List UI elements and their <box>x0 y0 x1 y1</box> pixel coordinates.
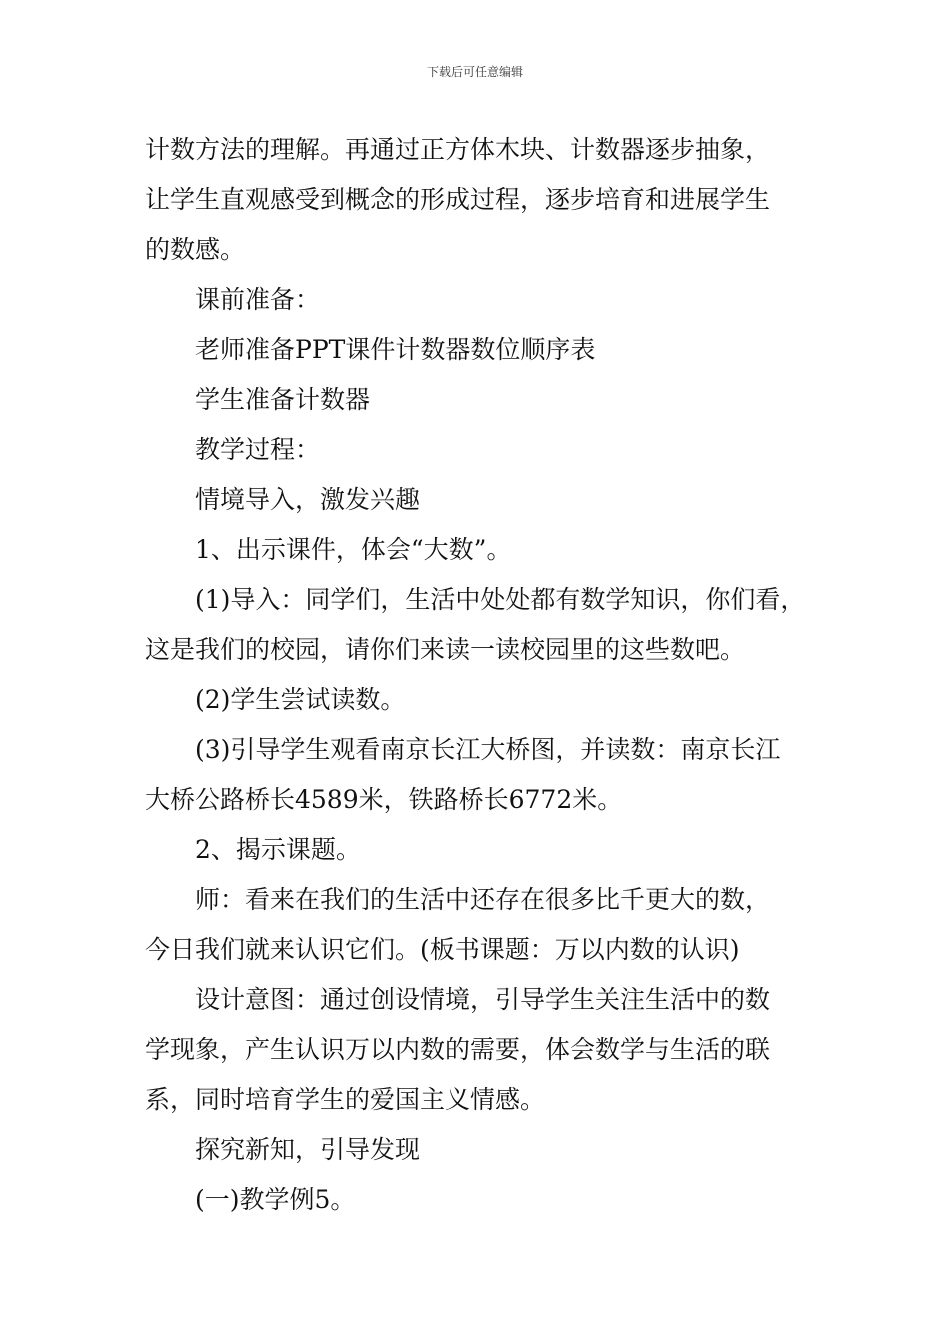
text-line: 1、出示课件，体会“大数”。 <box>195 535 512 564</box>
section-heading: 教学过程： <box>195 435 321 464</box>
text-line: 老师准备PPT课件计数器数位顺序表 <box>195 335 596 364</box>
section-heading: 情境导入，激发兴趣 <box>195 485 421 514</box>
text-line: 大桥公路桥长4589米，铁路桥长6772米。 <box>145 785 623 814</box>
text-line: 让学生直观感受到概念的形成过程，逐步培育和进展学生 <box>145 185 771 214</box>
text-line: (一)教学例5。 <box>195 1185 356 1214</box>
text-line: 师：看来在我们的生活中还存在很多比千更大的数， <box>195 885 771 914</box>
text-line: 设计意图：通过创设情境，引导学生关注生活中的数 <box>195 985 771 1014</box>
text-line: 学现象，产生认识万以内数的需要，体会数学与生活的联 <box>145 1035 771 1064</box>
text-line: (3)引导学生观看南京长江大桥图，并读数：南京长江 <box>195 735 781 764</box>
text-line: (2)学生尝试读数。 <box>195 685 406 714</box>
text-line: 系，同时培育学生的爱国主义情感。 <box>145 1085 546 1114</box>
document-body <box>145 125 810 1225</box>
section-heading: 探究新知，引导发现 <box>195 1135 421 1164</box>
page-header: 下载后可任意编辑 <box>426 65 523 79</box>
section-heading: 课前准备： <box>195 285 321 314</box>
text-line: 学生准备计数器 <box>195 385 371 414</box>
text-line: 这是我们的校园，请你们来读一读校园里的这些数吧。 <box>145 635 746 664</box>
text-line: (1)导入：同学们，生活中处处都有数学知识，你们看， <box>195 585 806 614</box>
text-line: 今日我们就来认识它们。(板书课题：万以内数的认识) <box>145 935 740 964</box>
text-line: 计数方法的理解。再通过正方体木块、计数器逐步抽象， <box>145 135 771 164</box>
text-line: 的数感。 <box>145 235 246 264</box>
text-line: 2、揭示课题。 <box>195 835 361 864</box>
